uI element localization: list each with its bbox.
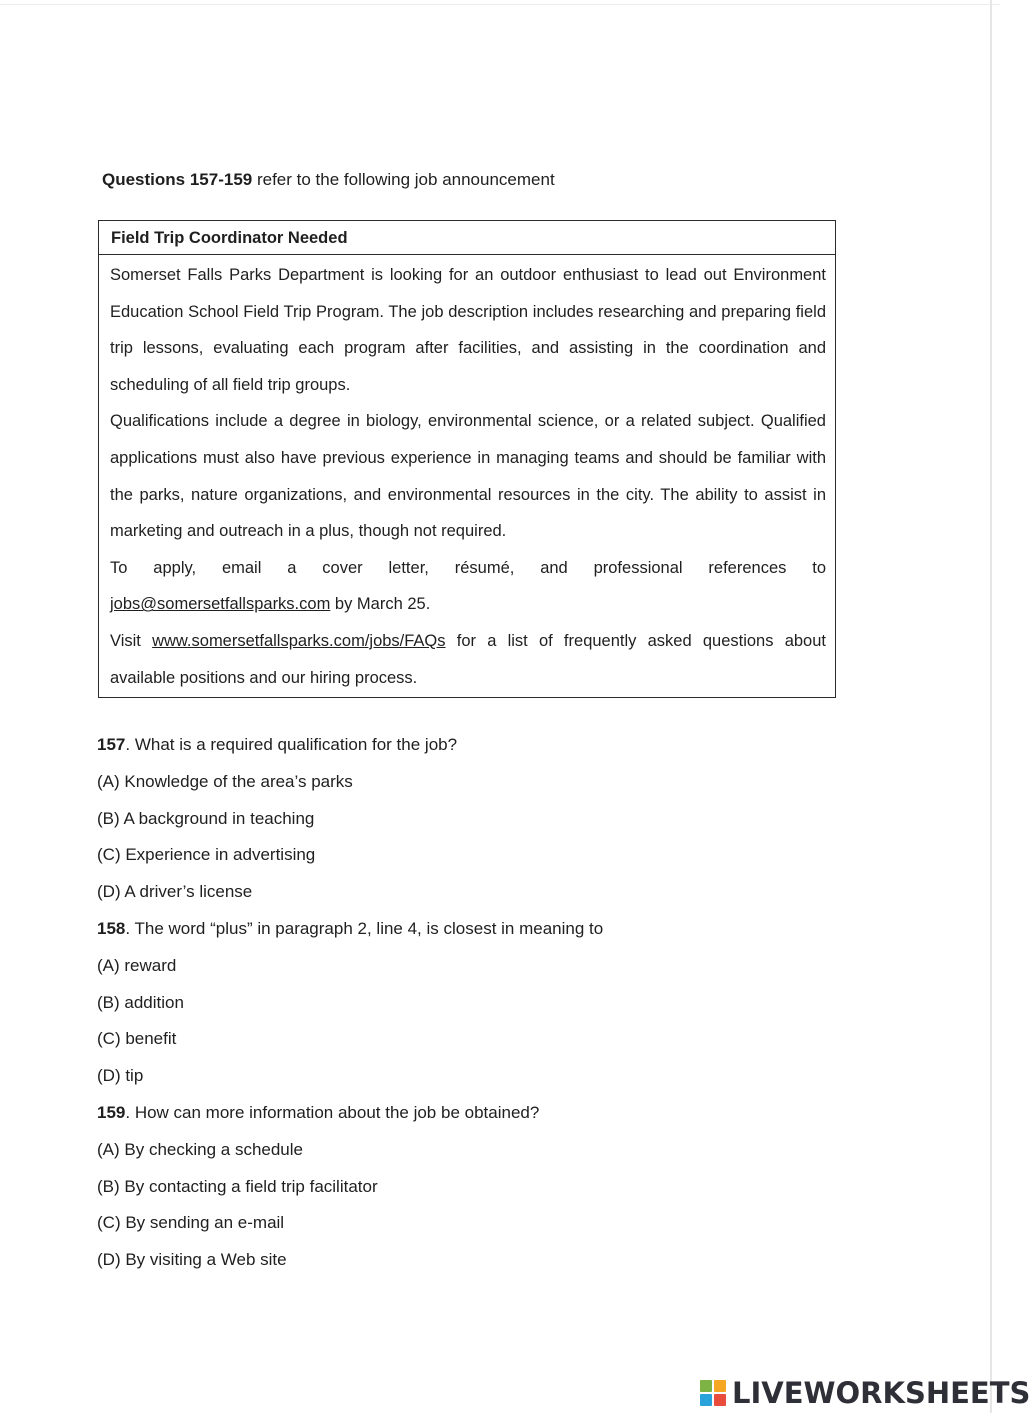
question-text: . How can more information about the job be obtained? [125, 1102, 540, 1122]
job-announcement-box [98, 220, 836, 698]
faq-url-link[interactable]: www.somersetfallsparks.com/jobs/FAQs [152, 631, 446, 650]
announcement-title: Field Trip Coordinator Needed [99, 221, 835, 255]
question-158 [97, 911, 603, 948]
question-number: 157 [97, 735, 126, 754]
answer-option: (A) By checking a schedule [97, 1139, 303, 1159]
answer-option: (B) A background in teaching [97, 808, 315, 828]
answer-option: (B) By contacting a field trip facilitator [97, 1176, 378, 1196]
scan-edge-right [990, 0, 992, 1413]
question-number: 159 [97, 1102, 126, 1122]
faq-description: for a list of frequently asked questions about available positions and our hiring process. [110, 631, 826, 687]
answer-option: (A) reward [97, 955, 177, 975]
question-number: 158 [97, 918, 126, 938]
visit-text: Visit [110, 631, 153, 650]
answer-option: (D) tip [97, 1066, 144, 1086]
logo-square-red [714, 1394, 726, 1406]
question-159 [97, 1095, 603, 1132]
intro-line [102, 170, 555, 190]
apply-text: To apply, email a cover letter, résumé, and professional references to [110, 558, 826, 577]
announcement-paragraph-4 [110, 623, 826, 696]
liveworksheets-logo-icon [700, 1380, 726, 1406]
question-157 [97, 727, 603, 764]
intro-rest: refer to the following job announcement [252, 170, 555, 189]
answer-option: (C) By sending an e-mail [97, 1213, 285, 1233]
answer-option: (B) addition [97, 992, 184, 1012]
announcement-body [99, 255, 835, 696]
logo-square-orange [714, 1380, 726, 1392]
intro-questions-range: Questions 157-159 [102, 170, 253, 189]
questions-section [97, 727, 603, 1279]
answer-option: (D) By visiting a Web site [97, 1250, 287, 1270]
apply-email-link[interactable]: jobs@somersetfallsparks.com [110, 595, 331, 614]
answer-option: (C) benefit [97, 1029, 177, 1049]
answer-option: (D) A driver’s license [97, 882, 253, 902]
brand-name: LIVEWORKSHEETS [732, 1376, 1030, 1410]
logo-square-green [700, 1380, 712, 1392]
logo-square-blue [700, 1394, 712, 1406]
announcement-paragraph-3 [110, 550, 826, 623]
announcement-paragraph-1: Somerset Falls Parks Department is looking for an outdoor enthusiast to lead out Environment Education School Field Trip Program. The job description includes researching and preparing field trip lessons, evaluating each program after facilities, and assisting in the coordination and scheduling of all field trip groups. [110, 266, 826, 394]
answer-option: (C) Experience in advertising [97, 845, 316, 865]
question-text: . What is a required qualification for the job? [125, 735, 458, 754]
liveworksheets-brand [700, 1376, 1030, 1410]
question-text: . The word “plus” in paragraph 2, line 4, is closest in meaning to [125, 918, 604, 938]
scan-edge-top [0, 4, 1000, 5]
announcement-paragraph-2: Qualifications include a degree in biology, environmental science, or a related subject. Qualified applications must also have previous experience in managing teams and should be familiar with the parks, nature organizations, and environmental resources in the city. The ability to assist in marketing and outreach in a plus, though not required. [110, 412, 826, 541]
answer-option: (A) Knowledge of the area’s parks [97, 771, 353, 791]
apply-deadline: by March 25. [330, 595, 431, 614]
